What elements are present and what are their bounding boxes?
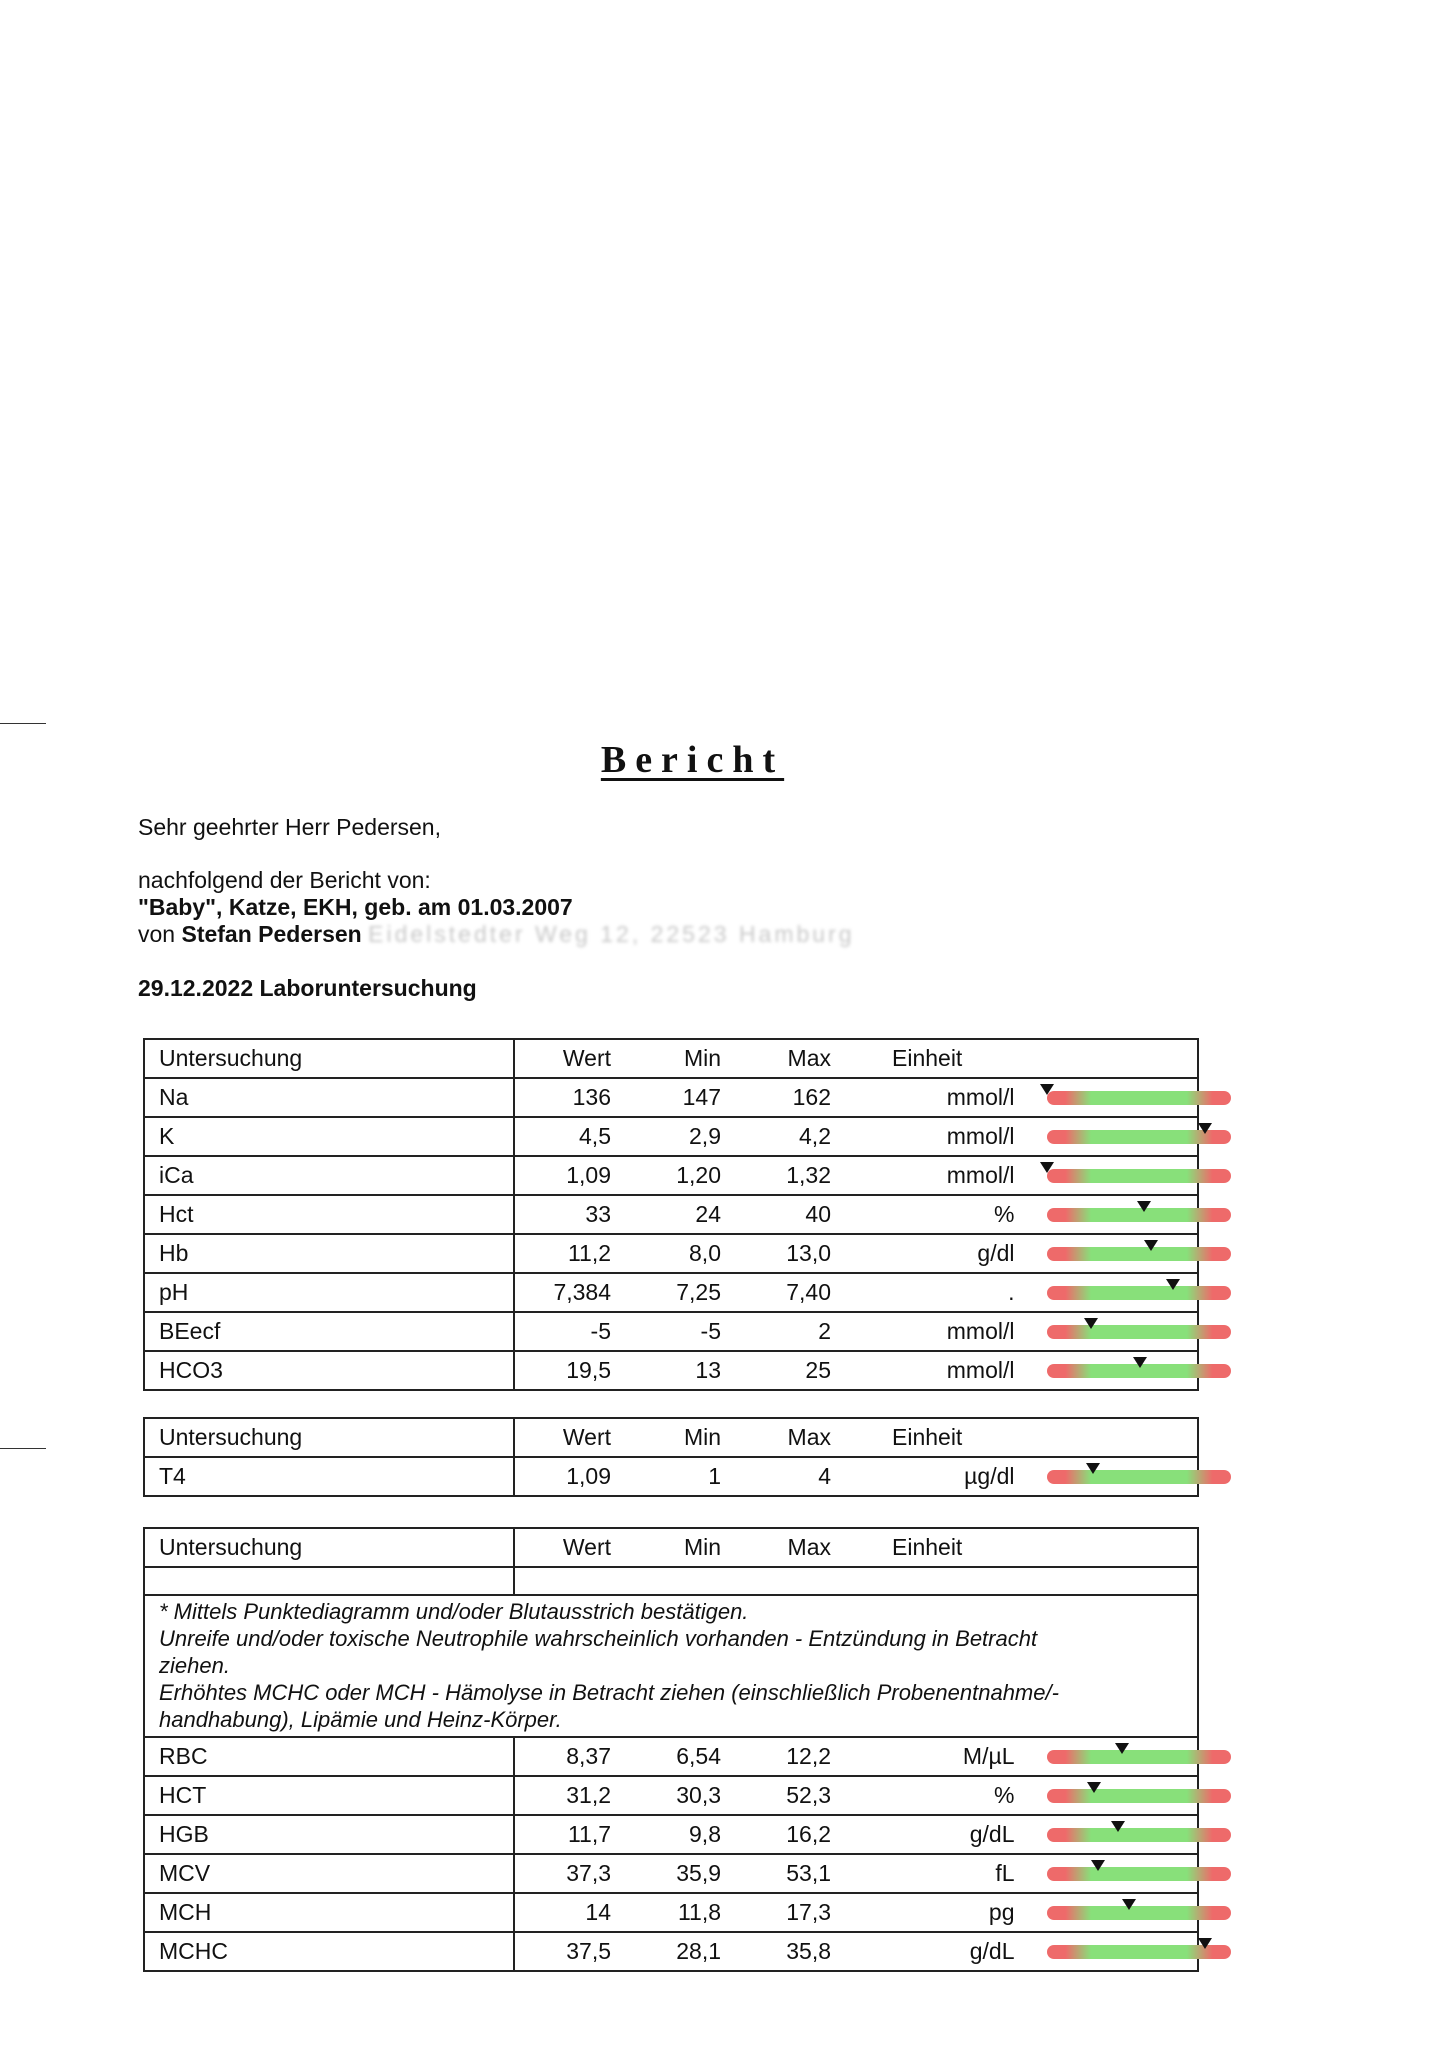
table-row <box>144 1854 1198 1893</box>
max-cell: 40 <box>721 1195 831 1234</box>
table-row <box>144 1815 1198 1854</box>
table-row <box>144 1776 1198 1815</box>
value-cell: 1,09 <box>514 1156 611 1195</box>
range-bar-cell <box>1015 1195 1199 1234</box>
value-cell: 4,5 <box>514 1117 611 1156</box>
range-marker-icon <box>1122 1899 1136 1910</box>
section-heading: 29.12.2022 Laboruntersuchung <box>138 975 477 1001</box>
max-cell: 53,1 <box>721 1854 831 1893</box>
range-bar <box>1047 1130 1231 1144</box>
max-cell: 25 <box>721 1351 831 1390</box>
range-marker-icon <box>1133 1357 1147 1368</box>
test-name: pH <box>144 1273 514 1312</box>
value-cell: 11,2 <box>514 1234 611 1273</box>
max-cell: 52,3 <box>721 1776 831 1815</box>
max-cell: 35,8 <box>721 1932 831 1971</box>
min-cell: -5 <box>611 1312 721 1351</box>
table-row <box>144 1195 1198 1234</box>
value-cell: 1,09 <box>514 1457 611 1496</box>
range-marker-icon <box>1115 1743 1129 1754</box>
range-marker-icon <box>1086 1463 1100 1474</box>
header-min: Min <box>683 1534 721 1560</box>
range-marker-icon <box>1087 1782 1101 1793</box>
max-cell: 162 <box>721 1078 831 1117</box>
table-header-row <box>144 1418 1198 1457</box>
unit-cell: mmol/l <box>831 1351 1015 1390</box>
test-name: MCHC <box>144 1932 514 1971</box>
header-wert: Wert <box>562 1045 611 1071</box>
unit-cell: mmol/l <box>831 1078 1015 1117</box>
min-cell: 9,8 <box>611 1815 721 1854</box>
range-bar-cell <box>1015 1312 1199 1351</box>
min-cell: 11,8 <box>611 1893 721 1932</box>
table-header-row <box>144 1039 1198 1078</box>
test-name: RBC <box>144 1737 514 1776</box>
range-bar <box>1047 1906 1231 1920</box>
table-row <box>144 1737 1198 1776</box>
range-bar <box>1047 1364 1231 1378</box>
test-name: Hb <box>144 1234 514 1273</box>
unit-cell: µg/dl <box>831 1457 1015 1496</box>
min-cell: 30,3 <box>611 1776 721 1815</box>
patient-info: "Baby", Katze, EKH, geb. am 01.03.2007 <box>138 894 573 920</box>
range-marker-icon <box>1040 1084 1054 1095</box>
range-bar <box>1047 1750 1231 1764</box>
range-bar-cell <box>1015 1351 1199 1390</box>
test-name: MCV <box>144 1854 514 1893</box>
min-cell: 35,9 <box>611 1854 721 1893</box>
test-name: HCO3 <box>144 1351 514 1390</box>
value-cell: 37,5 <box>514 1932 611 1971</box>
range-bar-cell <box>1015 1273 1199 1312</box>
max-cell: 16,2 <box>721 1815 831 1854</box>
range-marker-icon <box>1111 1821 1125 1832</box>
note-line: ziehen. <box>159 1653 230 1678</box>
unit-cell: % <box>831 1776 1015 1815</box>
unit-cell: g/dl <box>831 1234 1015 1273</box>
value-cell: 11,7 <box>514 1815 611 1854</box>
min-cell: 1 <box>611 1457 721 1496</box>
header-untersuchung: Untersuchung <box>144 1528 514 1567</box>
max-cell: 13,0 <box>721 1234 831 1273</box>
table-row <box>144 1117 1198 1156</box>
thyroid-table <box>143 1417 1199 1497</box>
owner-prefix: von <box>138 921 176 947</box>
unit-cell: % <box>831 1195 1015 1234</box>
intro-text: nachfolgend der Bericht von: <box>138 867 431 893</box>
value-cell: 14 <box>514 1893 611 1932</box>
blood-gas-table <box>143 1038 1199 1391</box>
range-marker-icon <box>1137 1201 1151 1212</box>
min-cell: 24 <box>611 1195 721 1234</box>
empty-cell <box>144 1567 514 1595</box>
range-bar-cell <box>1015 1117 1199 1156</box>
owner-name: Stefan Pedersen <box>181 921 362 947</box>
range-bar-cell <box>1015 1893 1199 1932</box>
hematology-notes <box>144 1595 1198 1737</box>
note-row <box>144 1595 1198 1737</box>
max-cell: 17,3 <box>721 1893 831 1932</box>
max-cell: 4 <box>721 1457 831 1496</box>
table-row <box>144 1932 1198 1971</box>
header-wert: Wert <box>562 1534 611 1560</box>
range-bar <box>1047 1789 1231 1803</box>
range-bar-cell <box>1015 1234 1199 1273</box>
fold-mark-bottom <box>0 1448 46 1449</box>
test-name: MCH <box>144 1893 514 1932</box>
range-bar <box>1047 1828 1231 1842</box>
test-name: Na <box>144 1078 514 1117</box>
min-cell: 1,20 <box>611 1156 721 1195</box>
fold-mark-top <box>0 723 46 724</box>
salutation: Sehr geehrter Herr Pedersen, <box>138 814 441 840</box>
empty-row <box>144 1567 1198 1595</box>
range-marker-icon <box>1198 1938 1212 1949</box>
range-bar-cell <box>1015 1078 1199 1117</box>
range-bar-cell <box>1015 1932 1199 1971</box>
header-min: Min <box>683 1424 721 1450</box>
test-name: HGB <box>144 1815 514 1854</box>
unit-cell: pg <box>831 1893 1015 1932</box>
note-line: * Mittels Punktediagramm und/oder Blutausstrich bestätigen. <box>159 1599 749 1624</box>
owner-line <box>138 921 855 948</box>
range-bar <box>1047 1867 1231 1881</box>
max-cell: 2 <box>721 1312 831 1351</box>
range-bar-cell <box>1015 1776 1199 1815</box>
range-bar <box>1047 1470 1231 1484</box>
range-bar <box>1047 1208 1231 1222</box>
range-marker-icon <box>1040 1162 1054 1173</box>
min-cell: 7,25 <box>611 1273 721 1312</box>
min-cell: 28,1 <box>611 1932 721 1971</box>
report-title: Bericht <box>600 739 785 781</box>
value-cell: 37,3 <box>514 1854 611 1893</box>
min-cell: 2,9 <box>611 1117 721 1156</box>
range-bar <box>1047 1247 1231 1261</box>
header-einheit: Einheit <box>892 1424 963 1450</box>
header-untersuchung: Untersuchung <box>144 1418 514 1457</box>
note-line: Unreife und/oder toxische Neutrophile wahrscheinlich vorhanden - Entzündung in Betracht <box>159 1626 1038 1651</box>
range-marker-icon <box>1166 1279 1180 1290</box>
range-bar-cell <box>1015 1457 1199 1496</box>
value-cell: 7,384 <box>514 1273 611 1312</box>
unit-cell: g/dL <box>831 1932 1015 1971</box>
value-cell: -5 <box>514 1312 611 1351</box>
range-marker-icon <box>1084 1318 1098 1329</box>
range-bar <box>1047 1325 1231 1339</box>
test-name: iCa <box>144 1156 514 1195</box>
header-max: Max <box>787 1045 831 1071</box>
hematology-table <box>143 1527 1199 1972</box>
min-cell: 13 <box>611 1351 721 1390</box>
redacted-address: Eidelstedter Weg 12, 22523 Hamburg <box>368 921 855 947</box>
note-line: handhabung), Lipämie und Heinz-Körper. <box>159 1707 562 1732</box>
table-row <box>144 1457 1198 1496</box>
range-bar <box>1047 1286 1231 1300</box>
range-bar-cell <box>1015 1854 1199 1893</box>
range-bar-cell <box>1015 1156 1199 1195</box>
table-header-row <box>144 1528 1198 1567</box>
header-wert: Wert <box>562 1424 611 1450</box>
range-bar <box>1047 1945 1231 1959</box>
min-cell: 6,54 <box>611 1737 721 1776</box>
note-line: Erhöhtes MCHC oder MCH - Hämolyse in Betracht ziehen (einschließlich Probenentnahme/- <box>159 1680 1059 1705</box>
unit-cell: g/dL <box>831 1815 1015 1854</box>
max-cell: 7,40 <box>721 1273 831 1312</box>
test-name: Hct <box>144 1195 514 1234</box>
unit-cell: M/µL <box>831 1737 1015 1776</box>
unit-cell: mmol/l <box>831 1156 1015 1195</box>
table-row <box>144 1351 1198 1390</box>
header-min: Min <box>683 1045 721 1071</box>
test-name: K <box>144 1117 514 1156</box>
unit-cell: mmol/l <box>831 1117 1015 1156</box>
test-name: T4 <box>144 1457 514 1496</box>
unit-cell: mmol/l <box>831 1312 1015 1351</box>
range-bar-cell <box>1015 1815 1199 1854</box>
range-marker-icon <box>1091 1860 1105 1871</box>
table-row <box>144 1893 1198 1932</box>
range-marker-icon <box>1144 1240 1158 1251</box>
header-einheit: Einheit <box>892 1045 963 1071</box>
value-cell: 31,2 <box>514 1776 611 1815</box>
header-untersuchung: Untersuchung <box>144 1039 514 1078</box>
test-name: BEecf <box>144 1312 514 1351</box>
table-row <box>144 1273 1198 1312</box>
table-row <box>144 1078 1198 1117</box>
empty-cell <box>514 1567 1198 1595</box>
max-cell: 1,32 <box>721 1156 831 1195</box>
min-cell: 147 <box>611 1078 721 1117</box>
range-bar <box>1047 1091 1231 1105</box>
value-cell: 136 <box>514 1078 611 1117</box>
unit-cell: fL <box>831 1854 1015 1893</box>
table-row <box>144 1312 1198 1351</box>
unit-cell: . <box>831 1273 1015 1312</box>
range-marker-icon <box>1198 1123 1212 1134</box>
header-max: Max <box>787 1534 831 1560</box>
test-name: HCT <box>144 1776 514 1815</box>
min-cell: 8,0 <box>611 1234 721 1273</box>
range-bar <box>1047 1169 1231 1183</box>
header-max: Max <box>787 1424 831 1450</box>
table-row <box>144 1234 1198 1273</box>
value-cell: 8,37 <box>514 1737 611 1776</box>
range-bar-cell <box>1015 1737 1199 1776</box>
value-cell: 19,5 <box>514 1351 611 1390</box>
table-row <box>144 1156 1198 1195</box>
header-einheit: Einheit <box>892 1534 963 1560</box>
max-cell: 4,2 <box>721 1117 831 1156</box>
max-cell: 12,2 <box>721 1737 831 1776</box>
value-cell: 33 <box>514 1195 611 1234</box>
